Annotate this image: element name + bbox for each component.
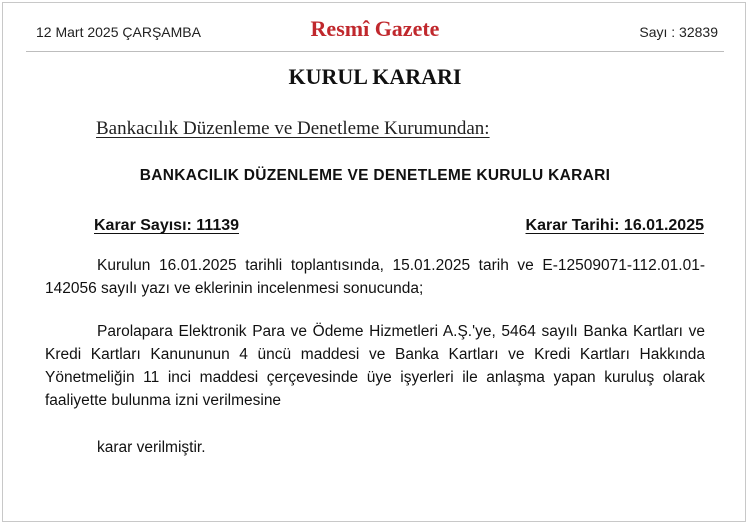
body-paragraph: Parolapara Elektronik Para ve Ödeme Hizmetleri A.Ş.'ye, 5464 sayılı Banka Kartları ve Kredi Kartları Kanununun 4 üncü maddesi ve Banka Kartları ve Kredi Kartları Hakkında Yönetmeliğin 11 inci maddesi çerçevesinde üye işyerleri ile anlaşma yapan kuruluş olarak faaliyette bulunma izni verilmesine <box>45 323 705 409</box>
body-paragraph: Kurulun 16.01.2025 tarihli toplantısında, 15.01.2025 tarih ve E-12509071-112.01.01-142056 sayılı yazı ve eklerinin incelenmesi sonucunda; <box>45 257 705 297</box>
issue-number: Sayı : 32839 <box>639 24 718 40</box>
institution-name: Bankacılık Düzenleme ve Denetleme Kurumundan: <box>96 118 490 139</box>
decision-number: Karar Sayısı: 11139 <box>94 217 240 234</box>
decision-date: Karar Tarihi: 16.01.2025 <box>525 217 704 234</box>
gazette-header <box>0 0 750 52</box>
decision-title: BANKACILIK DÜZENLEME VE DENETLEME KURULU KARARI <box>139 167 611 184</box>
gazette-title[interactable]: Resmî Gazete <box>310 16 440 41</box>
header-divider <box>26 51 724 52</box>
document-type-heading: KURUL KARARI <box>288 64 462 89</box>
closing-statement: karar verilmiştir. <box>97 439 206 456</box>
header-date: 12 Mart 2025 ÇARŞAMBA <box>36 24 201 40</box>
